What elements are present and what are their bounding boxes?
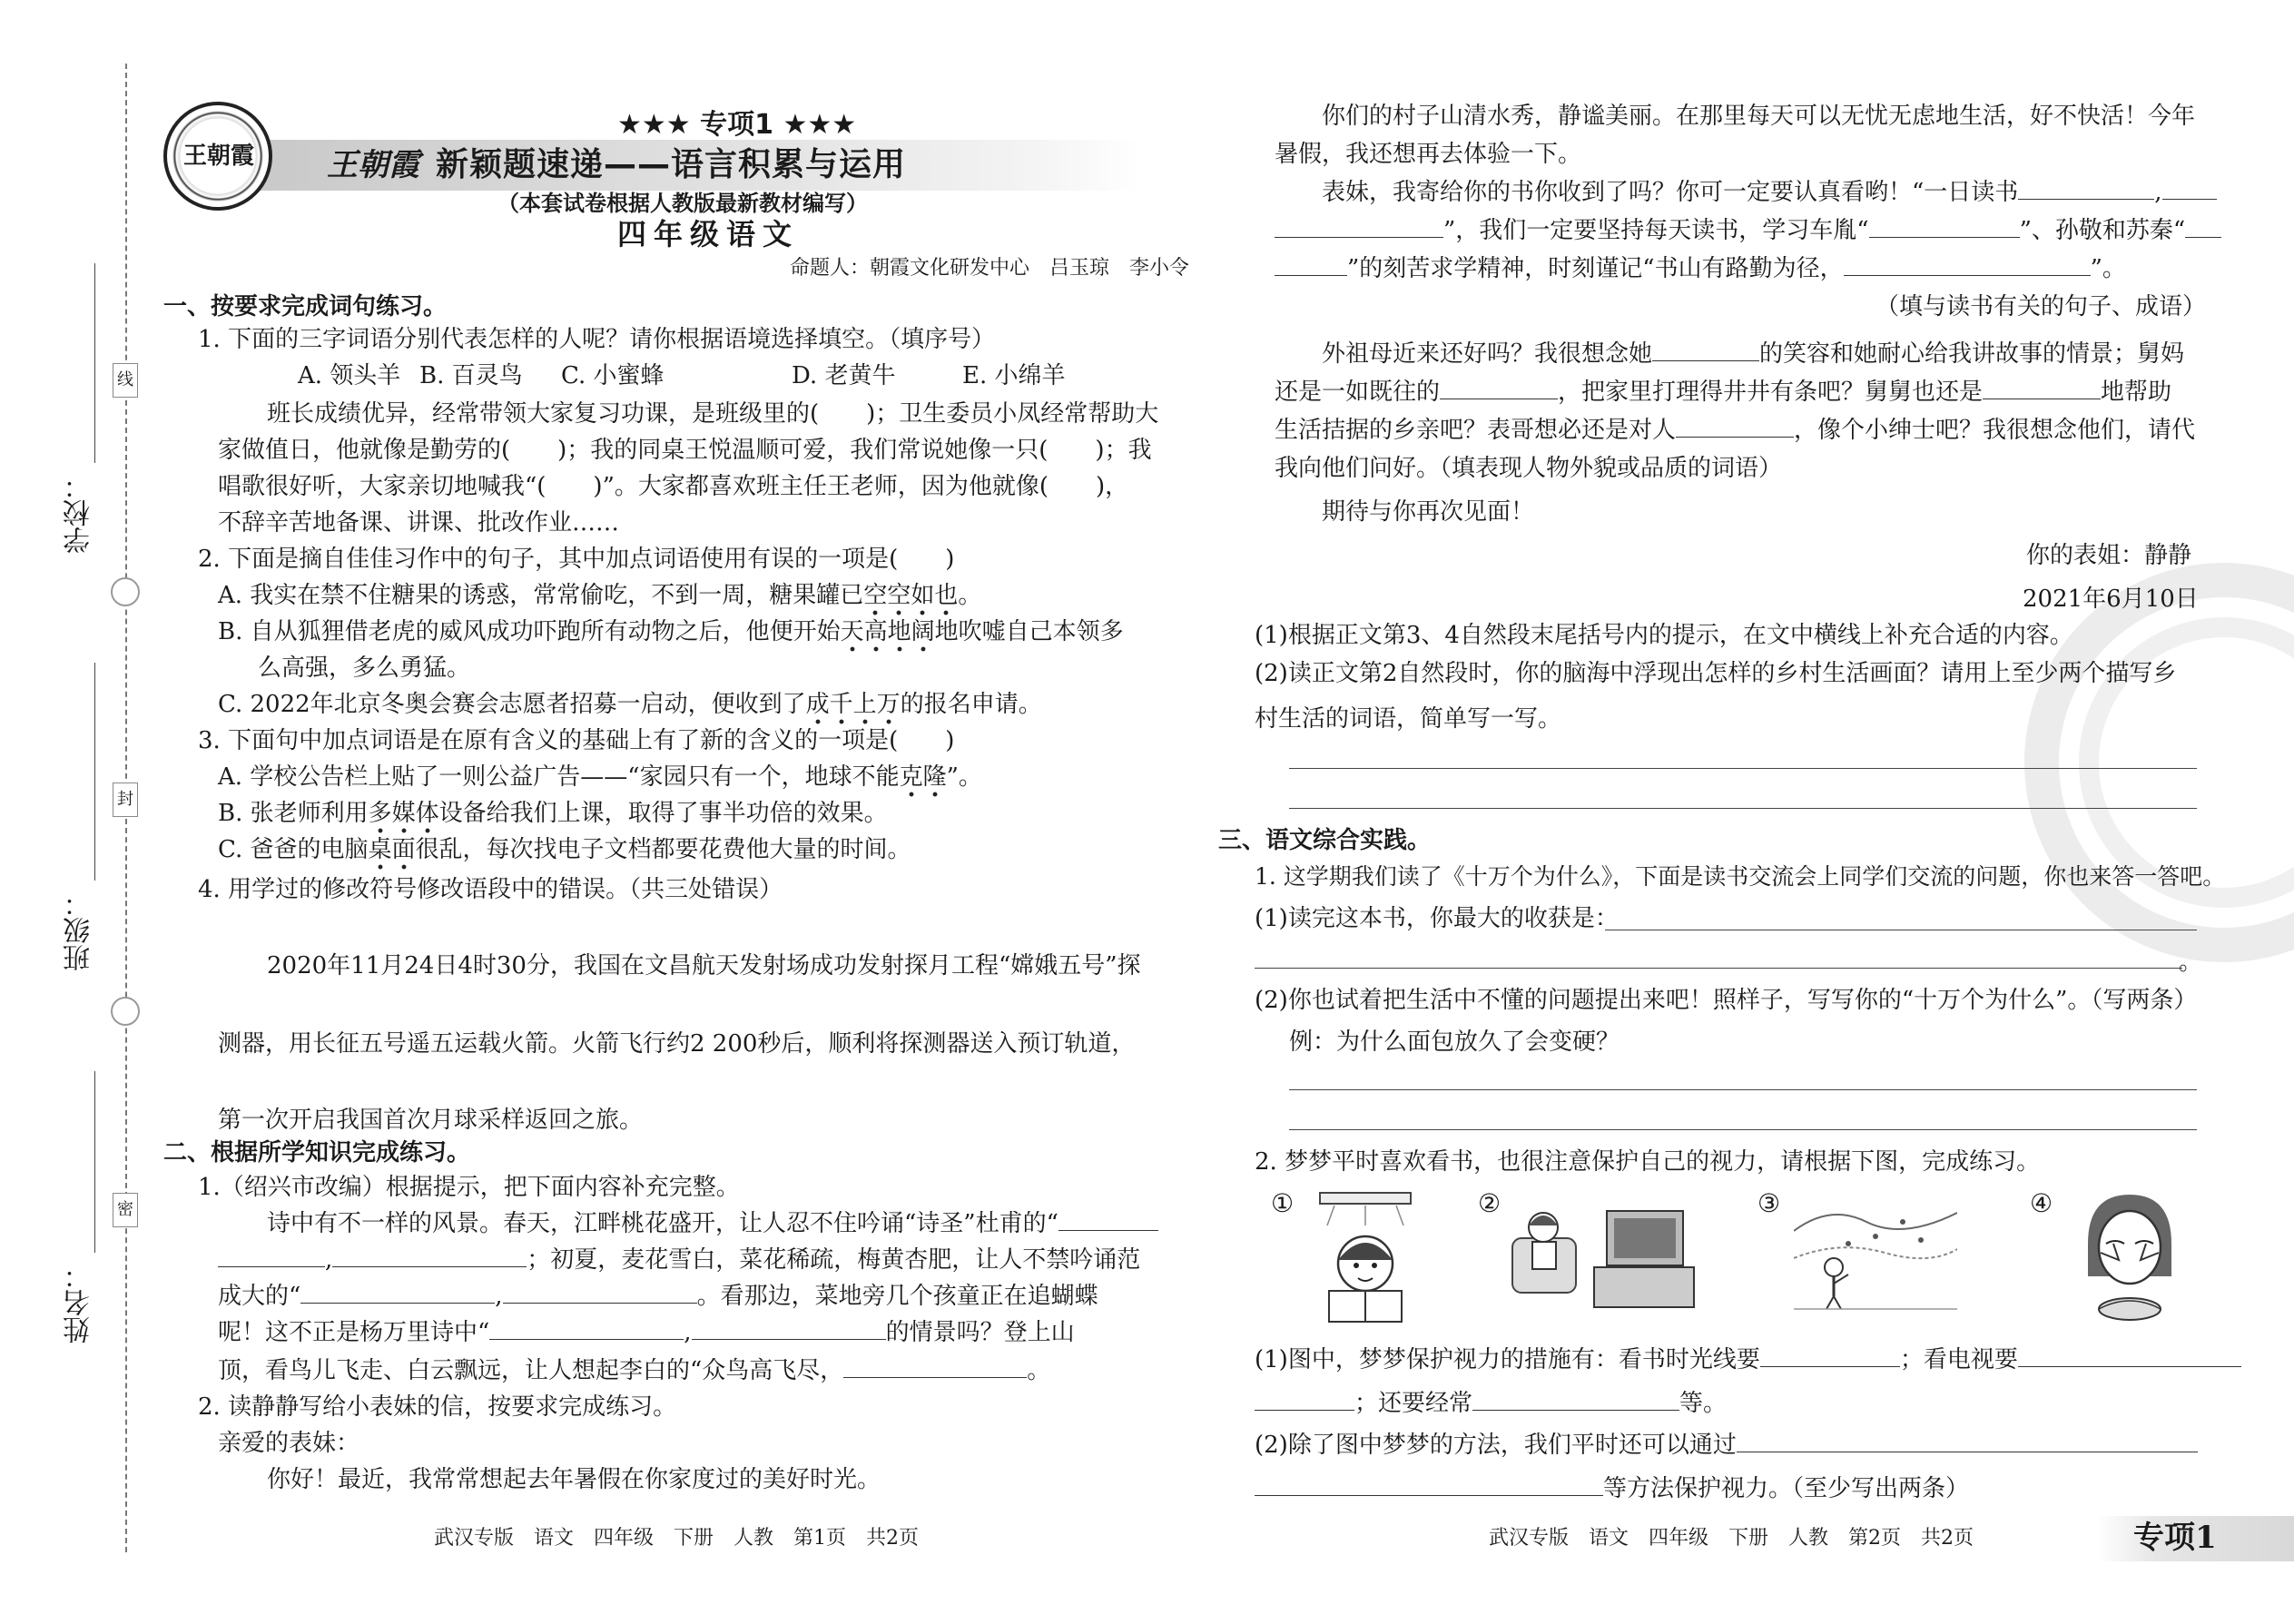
text: (2)除了图中梦梦的方法，我们平时还可以通过 [1255, 1432, 1737, 1459]
text: ；还要经常 [1354, 1390, 1473, 1417]
letter-para-4-line-3 [1275, 412, 2195, 448]
text: 地帮助 [2101, 379, 2172, 406]
class-line[interactable] [94, 663, 95, 881]
letter-signature: 你的表姐：静静 [2026, 542, 2192, 569]
s1-opt-e: E. 小绵羊 [962, 362, 1066, 389]
s1-q2-b-cont: 么高强，多么勇猛。 [258, 655, 471, 682]
blank-line[interactable] [1275, 214, 1443, 238]
seal-mark-seal: 封 [113, 782, 138, 817]
s1-q2-a [218, 577, 981, 614]
text: C. 2022年北京冬奥会赛会志愿者招募一启动，便收到了 [218, 691, 806, 718]
s2-q2-sub2: (2)读正文第2自然段时，你的脑海中浮现出怎样的乡村生活画面？请用上至少两个描写乡 [1255, 660, 2177, 687]
s2-q1: 1.（绍兴市改编）根据提示，把下面内容补充完整。 [198, 1174, 740, 1201]
text: A. 学校公告栏上贴了一则公益广告——“家园只有一个，地球不能 [218, 763, 900, 791]
blank-line[interactable] [2185, 214, 2221, 238]
letter-para-1: 你好！最近，我常常想起去年暑假在你家度过的美好时光。 [267, 1466, 881, 1493]
text: 等方法保护视力。（至少写出两条） [1603, 1475, 1970, 1502]
blank-line[interactable] [1760, 1343, 1900, 1367]
blank-line[interactable] [1869, 214, 2020, 238]
s2-q1-para-2: , ；初夏，麦花雪白，菜花稀疏，梅黄杏肥，让人不禁吟诵范 [218, 1242, 1140, 1278]
section-1-heading: 一、按要求完成词句练习。 [163, 293, 448, 320]
section-3-heading: 三、语文综合实践。 [1218, 827, 1432, 854]
dotted-word: 桌面 [369, 836, 416, 871]
letter-para-3-hint: （填与读书有关的句子、成语） [1876, 293, 2207, 320]
text: 很乱，每次找电子文档都要花费他大量的时间。 [415, 836, 911, 863]
pic-num-3: ③ [1757, 1188, 1781, 1218]
name-line[interactable] [94, 1071, 95, 1253]
pic-num-1: ① [1271, 1188, 1295, 1218]
seal-icon [111, 577, 140, 606]
girl-looking-at-landscape-icon [1794, 1195, 1957, 1313]
s2-q2: 2. 读静静写给小表妹的信，按要求完成练习。 [198, 1393, 677, 1421]
text: 外祖母近来还好吗？我很想念她 [1322, 340, 1653, 368]
text: (1)图中，梦梦保护视力的措施有：看书时光线要 [1255, 1346, 1760, 1373]
text: ，像个小绅士吧？我很想念他们，请代 [1794, 417, 2196, 444]
page-title: 新颖题速递——语言积累与运用 [436, 146, 907, 183]
answer-line[interactable] [1289, 1129, 2197, 1130]
letter-para-3-line-2 [1275, 212, 2221, 249]
blank-line[interactable] [1255, 1472, 1603, 1496]
edition-note: （本套试卷根据人教版最新教材编写） [497, 190, 868, 216]
girl-watching-tv-icon [1507, 1195, 1698, 1313]
blank-line[interactable] [1058, 1207, 1158, 1231]
footer-right: 武汉专版 语文 四年级 下册 人教 第2页 共2页 [1489, 1527, 1974, 1550]
s3-q2-sub1-cont [1255, 1385, 1727, 1422]
letter-greeting: 亲爱的表妹： [218, 1430, 360, 1457]
blank-line[interactable] [1440, 376, 1558, 399]
text: B. 自从狐狸借老虎的威风成功吓跑所有动物之后，他便开始 [218, 618, 841, 645]
s1-q1-para-4: 不辞辛苦地备课、讲课、批改作业…… [218, 509, 620, 536]
letter-para-3-line-1: 表妹，我寄给你的书你收到了吗？你可一定要认真看哟！“一日读书 , [1322, 174, 2217, 211]
s3-q1: 1. 这学期我们读了《十万个为什么》，下面是读书交流会上同学们交流的问题，你也来答一答吧。 [1255, 863, 2226, 890]
series-text: 专项1 [700, 109, 774, 141]
text: ，把家里打理得井井有条吧？舅舅也还是 [1558, 379, 1984, 406]
blank-line[interactable] [2162, 176, 2217, 200]
s3-q2-sub2-cont [1255, 1471, 1969, 1507]
text: 的情景吗？登上山 [885, 1319, 1075, 1346]
dotted-word: 克隆 [900, 763, 947, 798]
girl-rubbing-eyes-icon [2070, 1189, 2188, 1325]
pic-num-2: ② [1478, 1188, 1501, 1218]
blank-line[interactable] [1652, 338, 1759, 361]
s3-q2-sub2 [1255, 1427, 2198, 1463]
blank-line[interactable] [1255, 1387, 1354, 1411]
text: 生活拮据的乡亲吧？表哥想必还是对人 [1275, 417, 1677, 444]
text: A. 我实在禁不住糖果的诱惑，常常偷吃，不到一周，糖果罐已 [218, 582, 864, 609]
s2-q1-para-5 [218, 1353, 1050, 1389]
text: 。看那边，菜地旁几个孩童正在追蝴蝶 [696, 1283, 1098, 1310]
s1-q4: 4. 用学过的修改符号修改语段中的错误。（共三处错误） [198, 876, 783, 903]
text: 表妹，我寄给你的书你收到了吗？你可一定要认真看哟！“一日读书 [1322, 179, 2019, 206]
text: 。 [1027, 1357, 1051, 1384]
s1-q1-para-1: 班长成绩优异，经常带领大家复习功课，是班级里的( )；卫生委员小凤经常帮助大 [267, 400, 1159, 428]
dotted-word: 空空如也 [863, 582, 958, 616]
period: 。 [2179, 949, 2203, 976]
s2-q2-sub2-cont: 村生活的词语，简单写一写。 [1255, 705, 1562, 733]
s1-q1-para-2: 家做值日，他就像是勤劳的( )；我的同桌王悦温顺可爱，我们常说她像一只( )；我 [218, 437, 1152, 464]
seal-mark-close: 密 [113, 1193, 138, 1227]
footer-left: 武汉专版 语文 四年级 下册 人教 第1页 共2页 [434, 1527, 919, 1550]
seal-mark-line: 线 [113, 363, 138, 398]
series-label: ★★★ 专项1 ★★★ [617, 109, 857, 141]
text: 等。 [1679, 1390, 1728, 1417]
s1-q3-b [218, 795, 888, 832]
letter-para-4-line-2 [1275, 374, 2171, 410]
text: ；初夏，麦花雪白，菜花稀疏，梅黄杏肥，让人不禁吟诵范 [527, 1246, 1141, 1274]
s2-q1-para-1 [267, 1206, 1158, 1242]
school-line[interactable] [94, 263, 95, 463]
text: 地吹嘘自己本领多 [934, 618, 1124, 645]
blank-line[interactable] [332, 1244, 527, 1267]
blank-line[interactable] [1737, 1429, 2198, 1452]
text: ”、孙敬和苏秦“ [2019, 217, 2186, 244]
blank-line[interactable] [489, 1316, 684, 1340]
school-label: 学校： [64, 472, 95, 554]
answer-line[interactable] [1255, 968, 2182, 969]
s1-q2: 2. 下面是摘自佳佳习作中的句子，其中加点词语使用有误的一项是( ) [198, 546, 955, 573]
text: 顶，看鸟儿飞走、白云飘远，让人想起李白的“众鸟高飞尽， [218, 1357, 844, 1384]
blank-line[interactable] [843, 1354, 1027, 1378]
text: 还是一如既往的 [1275, 379, 1441, 406]
s1-opt-c: C. 小蜜蜂 [561, 362, 665, 389]
answer-line[interactable] [1289, 808, 2197, 809]
text: 。 [958, 582, 982, 609]
s1-q3: 3. 下面句中加点词语是在原有含义的基础上有了新的含义的一项是( ) [198, 727, 955, 754]
blank-line[interactable] [1983, 376, 2101, 399]
blank-line[interactable] [300, 1280, 495, 1304]
s3-q1-sub2: (2)你也试着把生活中不懂的问题提出来吧！照样子，写写你的“十万个为什么”。（写两条） [1255, 987, 2198, 1014]
blank-line[interactable] [1676, 414, 1794, 438]
text: ；看电视要 [1899, 1346, 2018, 1373]
dotted-word: 成千上万 [806, 691, 901, 725]
s1-q4-para-1: 2020年11月24日4时30分，我国在文昌航天发射场成功发射探月工程“嫦娥五号”探 [267, 952, 1141, 979]
letter-date: 2021年6月10日 [2023, 586, 2199, 613]
blank-line[interactable] [503, 1280, 697, 1304]
s1-q2-b [218, 614, 1124, 650]
letter-para-2-line-2: 暑假，我还想再去体验一下。 [1275, 141, 1582, 168]
s3-q2-sub1 [1255, 1342, 2241, 1378]
section-2-heading: 二、根据所学知识完成练习。 [163, 1139, 471, 1166]
s1-q1-para-3: 唱歌很好听，大家亲切地喊我“( )”。大家都喜欢班主任王老师，因为他就像( )， [218, 473, 1129, 500]
answer-line[interactable] [1289, 1089, 2197, 1090]
letter-closing: 期待与你再次见面！ [1322, 498, 1535, 526]
banner-brand: 王朝霞 [327, 147, 419, 183]
text: 的笑容和她耐心给我讲故事的情景；舅妈 [1759, 340, 2185, 368]
blank-line[interactable] [692, 1316, 886, 1340]
name-label: 姓名： [64, 1262, 95, 1343]
text: C. 爸爸的电脑 [218, 836, 369, 863]
seal-icon [111, 997, 140, 1026]
s3-q2: 2. 梦梦平时喜欢看书，也很注意保护自己的视力，请根据下图，完成练习。 [1255, 1148, 2041, 1176]
answer-line[interactable] [1289, 768, 2197, 769]
blank-line[interactable] [218, 1244, 325, 1267]
text: ”的刻苦求学精神，时刻谨记“书山有路勤为径， [1347, 255, 1844, 282]
text: 呢！这不正是杨万里诗中“ [218, 1319, 490, 1346]
letter-para-4-line-4: 我向他们问好。（填表现人物外貌或品质的词语） [1275, 455, 1783, 482]
text: 诗中有不一样的风景。春天，江畔桃花盛开，让人忍不住吟诵“诗圣”杜甫的“ [267, 1210, 1058, 1237]
s1-q2-c [218, 686, 1042, 723]
s1-opt-b: B. 百灵鸟 [419, 362, 523, 389]
s1-q1: 1. 下面的三字词语分别代表怎样的人呢？请你根据语境选择填空。（填序号） [198, 326, 996, 353]
authors: 命题人：朝霞文化研发中心 吕玉琼 李小令 [790, 257, 1190, 280]
s2-q2-sub1: (1)根据正文第3、4自然段末尾括号内的提示，在文中横线上补充合适的内容。 [1255, 622, 2073, 649]
s3-q1-sub1: (1)读完这本书，你最大的收获是： [1255, 905, 1619, 932]
letter-para-4-line-1 [1322, 336, 2184, 372]
text: ”。 [946, 763, 982, 791]
logo-text: 王朝霞 [182, 143, 254, 170]
blank-line[interactable] [1844, 252, 2091, 276]
s1-opt-a: A. 领头羊 [298, 362, 401, 389]
text: 设备给我们上课，取得了事半功倍的效果。 [438, 800, 888, 827]
text: ”。 [2090, 255, 2126, 282]
blank-line[interactable] [1472, 1387, 1679, 1411]
letter-para-3-line-3 [1275, 251, 2126, 287]
pic-num-4: ④ [2030, 1188, 2053, 1218]
text: 成大的“ [218, 1283, 301, 1310]
class-label: 班级： [64, 890, 95, 971]
text: B. 张老师利用 [218, 800, 369, 827]
girl-reading-under-lamp-icon [1307, 1189, 1425, 1325]
s3-q1-example: 例：为什么面包放久了会变硬？ [1289, 1029, 1620, 1056]
blank-line[interactable] [1275, 252, 1347, 276]
letter-para-2-line-1: 你们的村子山清水秀，静谧美丽。在那里每天可以无忧无虑地生活，好不快活！今年 [1322, 103, 2196, 130]
grade-title: 四年级语文 [617, 217, 800, 251]
series-badge-text: 专项1 [2133, 1520, 2217, 1556]
blank-line[interactable] [2018, 176, 2154, 200]
text: 的报名申请。 [900, 691, 1042, 718]
s1-q4-para-2: 测器，用长征五号遥五运载火箭。火箭飞行约2 200秒后，顺利将探测器送入预订轨道， [218, 1030, 1136, 1058]
dotted-word: 天高地阔 [841, 618, 935, 653]
s1-opt-d: D. 老黄牛 [792, 362, 896, 389]
s1-q3-c [218, 832, 911, 868]
s1-q4-para-3: 第一次开启我国首次月球采样返回之旅。 [218, 1107, 644, 1134]
blank-line[interactable] [2018, 1343, 2241, 1367]
s2-q1-para-4: 呢！这不正是杨万里诗中“ , 的情景吗？登上山 [218, 1314, 1075, 1351]
dotted-word: 多媒体 [369, 800, 439, 834]
s2-q1-para-3: 成大的“ , 。看那边，菜地旁几个孩童正在追蝴蝶 [218, 1278, 1098, 1314]
text: ”，我们一定要坚持每天读书，学习车胤“ [1443, 217, 1869, 244]
s1-q3-a [218, 759, 982, 795]
